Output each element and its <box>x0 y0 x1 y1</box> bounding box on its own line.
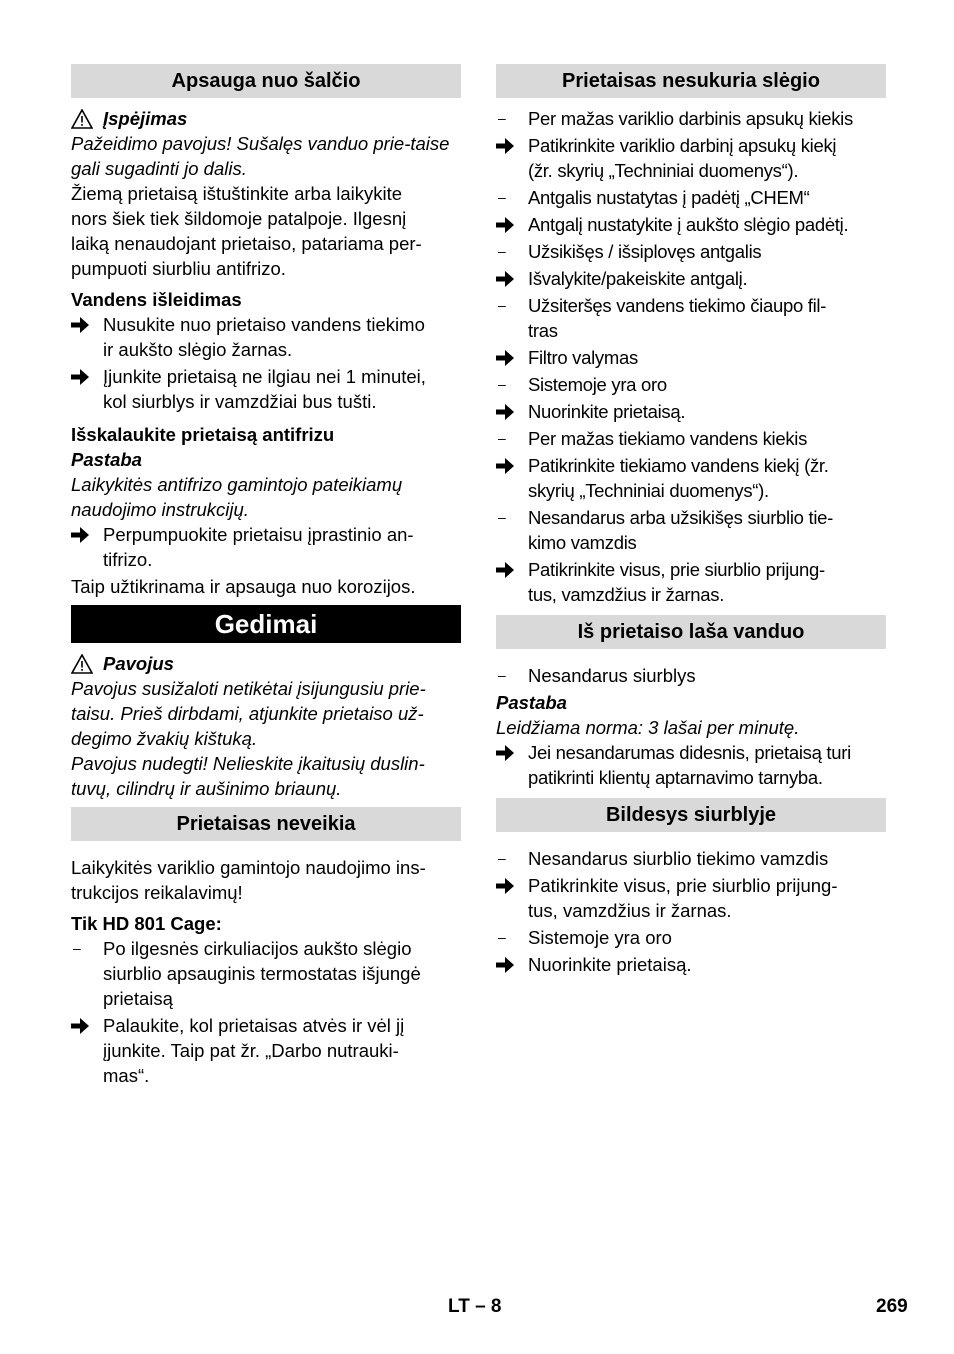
danger-line: Pavojus susižaloti netikėtai įsijungusiu prie- <box>71 678 426 699</box>
list-item <box>496 557 886 607</box>
item-line: siurblio apsauginis termostatas išjungė <box>103 963 421 984</box>
dash-bullet: – <box>498 667 506 683</box>
item-line: mas“. <box>103 1065 150 1086</box>
warning-text-line: Pažeidimo pavojus! Sušalęs vanduo prie-taise gali sugadinti jo dalis. <box>71 133 450 179</box>
arrow-right-icon <box>496 212 524 239</box>
warning-block <box>71 106 461 131</box>
danger-block <box>71 651 461 676</box>
item-line: patikrinti klientų aptarnavimo tarnyba. <box>528 767 823 788</box>
item-line: Perpumpuokite prietaisu įprastinio an- <box>103 524 414 545</box>
item-line: tifrizo. <box>103 549 153 570</box>
drain-title: Vandens išleidimas <box>71 289 242 310</box>
list-item <box>496 372 886 397</box>
list-item <box>496 453 886 503</box>
item-line: Nesandarus arba užsikišęs siurblio tie- <box>528 507 833 528</box>
dash-bullet: – <box>498 850 506 866</box>
note-label: Pastaba <box>496 692 567 713</box>
dash-bullet: – <box>498 189 506 205</box>
heading-not-running: Prietaisas neveikia <box>71 807 461 841</box>
text-line: Žiemą prietaisą ištuštinkite arba laikykite <box>71 183 403 204</box>
item-line: Po ilgesnės cirkuliacijos aukšto slėgio <box>103 938 412 959</box>
item-line: Per mažas tiekiamo vandens kiekis <box>528 428 808 449</box>
item-line: įjunkite. Taip pat žr. „Darbo nutrauki- <box>103 1040 399 1061</box>
list-item <box>71 1013 461 1088</box>
list-item <box>496 426 886 451</box>
list-item <box>71 364 461 414</box>
list-item <box>496 846 886 871</box>
arrow-right-icon <box>71 312 99 339</box>
sub-title: Tik HD 801 Cage: <box>71 913 222 934</box>
arrow-right-icon <box>496 557 524 584</box>
dash-bullet: – <box>73 940 81 956</box>
list-item <box>496 345 886 370</box>
note-label: Pastaba <box>71 449 142 470</box>
heading-frost-protection: Apsauga nuo šalčio <box>71 64 461 98</box>
heading-no-pressure: Prietaisas nesukuria slėgio <box>496 64 886 98</box>
list-item <box>71 936 461 1011</box>
item-line: Nesandarus siurblys <box>528 665 696 686</box>
list-item <box>496 293 886 343</box>
arrow-right-icon <box>496 740 524 767</box>
item-line: Per mažas variklio darbinis apsukų kiekis <box>528 108 853 129</box>
heading-dripping: Iš prietaiso laša vanduo <box>496 615 886 649</box>
item-line: Sistemoje yra oro <box>528 927 672 948</box>
item-line: tus, vamzdžius ir žarnas. <box>528 584 725 605</box>
item-line: Jei nesandarumas didesnis, prietaisą turi <box>528 742 851 763</box>
item-line: Patikrinkite visus, prie siurblio prijung- <box>528 559 825 580</box>
dash-bullet: – <box>498 243 506 259</box>
page-number: 269 <box>876 1296 908 1317</box>
item-line: Nesandarus siurblio tiekimo vamzdis <box>528 848 829 869</box>
arrow-right-icon <box>496 453 524 480</box>
item-line: skyrių „Techniniai duomenys“). <box>528 480 769 501</box>
list-item <box>71 522 461 572</box>
item-line: kol siurblys ir vamzdžiai bus tušti. <box>103 391 377 412</box>
danger-line: Pavojus nudegti! Nelieskite įkaitusių duslin- <box>71 753 425 774</box>
item-line: Užsiteršęs vandens tiekimo čiaupo fil- <box>528 295 827 316</box>
item-line: tras <box>528 320 558 341</box>
dash-bullet: – <box>498 297 506 313</box>
dash-bullet: – <box>498 430 506 446</box>
item-line: Patikrinkite visus, prie siurblio prijung- <box>528 875 838 896</box>
list-item <box>496 212 886 237</box>
arrow-right-icon <box>496 266 524 293</box>
item-line: Patikrinkite tiekiamo vandens kiekį (žr. <box>528 455 829 476</box>
danger-line: tuvų, cilindrų ir aušinimo briaunų. <box>71 778 342 799</box>
text-line: nors šiek tiek šildomoje patalpoje. Ilgesnį <box>71 208 407 229</box>
warning-triangle-icon <box>71 654 93 674</box>
item-line: ir aukšto slėgio žarnas. <box>103 339 293 360</box>
noise-list <box>496 846 886 977</box>
note-text: Leidžiama norma: 3 lašai per minutę. <box>496 717 800 738</box>
list-item <box>71 312 461 362</box>
item-line: prietaisą <box>103 988 173 1009</box>
frost-text <box>71 181 461 281</box>
arrow-right-icon <box>71 1013 99 1040</box>
footer-lang-page: LT – 8 <box>448 1296 502 1317</box>
right-column <box>496 64 886 979</box>
list-item <box>496 266 886 291</box>
list-item <box>496 925 886 950</box>
arrow-right-icon <box>496 952 524 979</box>
danger-line: degimo žvakių kištuką. <box>71 728 258 749</box>
flush-title: Išskalaukite prietaisą antifrizu <box>71 424 335 445</box>
note-line: naudojimo instrukcijų. <box>71 499 249 520</box>
list-item <box>496 185 886 210</box>
item-line: Filtro valymas <box>528 347 638 368</box>
no-pressure-list <box>496 106 886 607</box>
left-column <box>71 64 461 1090</box>
text-line: Laikykitės variklio gamintojo naudojimo ins- <box>71 857 426 878</box>
item-line: kimo vamzdis <box>528 532 637 553</box>
list-item <box>496 873 886 923</box>
list-item <box>496 239 886 264</box>
dash-bullet: – <box>498 509 506 525</box>
item-line: Nusukite nuo prietaiso vandens tiekimo <box>103 314 425 335</box>
item-line: (žr. skyrių „Techniniai duomenys“). <box>528 160 799 181</box>
arrow-right-icon <box>496 873 524 900</box>
list-item <box>496 740 886 790</box>
closing-text: Taip užtikrinama ir apsauga nuo korozijos. <box>71 576 416 597</box>
arrow-right-icon <box>496 133 524 160</box>
item-line: Nuorinkite prietaisą. <box>528 954 692 975</box>
list-item <box>496 133 886 183</box>
list-item <box>496 106 886 131</box>
item-line: Antgalį nustatykite į aukšto slėgio padėtį. <box>528 214 849 235</box>
heading-faults: Gedimai <box>71 605 461 643</box>
text-line: trukcijos reikalavimų! <box>71 882 243 903</box>
arrow-right-icon <box>496 399 524 426</box>
item-line: Įjunkite prietaisą ne ilgiau nei 1 minutei, <box>103 366 426 387</box>
list-item <box>496 952 886 977</box>
item-line: Užsikišęs / išsiplovęs antgalis <box>528 241 762 262</box>
item-line: Patikrinkite variklio darbinį apsukų kiekį <box>528 135 837 156</box>
warning-text <box>71 131 456 181</box>
dash-bullet: – <box>498 376 506 392</box>
text-line: laiką nenaudojant prietaiso, patariama per- <box>71 233 422 254</box>
note-line: Laikykitės antifrizo gamintojo pateikiamų <box>71 474 403 495</box>
item-line: Sistemoje yra oro <box>528 374 667 395</box>
item-line: Nuorinkite prietaisą. <box>528 401 686 422</box>
arrow-right-icon <box>71 522 99 549</box>
warning-label: Įspėjimas <box>103 108 188 129</box>
arrow-right-icon <box>496 345 524 372</box>
warning-triangle-icon <box>71 109 93 129</box>
item-line: Palaukite, kol prietaisas atvės ir vėl jį <box>103 1015 405 1036</box>
text-line: pumpuoti siurbliu antifrizo. <box>71 258 286 279</box>
dash-bullet: – <box>498 110 506 126</box>
item-line: Išvalykite/pakeiskite antgalį. <box>528 268 748 289</box>
dash-bullet: – <box>498 929 506 945</box>
item-line: tus, vamzdžius ir žarnas. <box>528 900 732 921</box>
list-item <box>496 505 886 555</box>
heading-noise: Bildesys siurblyje <box>496 798 886 832</box>
danger-label: Pavojus <box>103 653 174 674</box>
list-item <box>496 399 886 424</box>
arrow-right-icon <box>71 364 99 391</box>
danger-line: taisu. Prieš dirbdami, atjunkite prietaiso už- <box>71 703 424 724</box>
item-line: Antgalis nustatytas į padėtį „CHEM“ <box>528 187 810 208</box>
list-item <box>496 663 886 688</box>
